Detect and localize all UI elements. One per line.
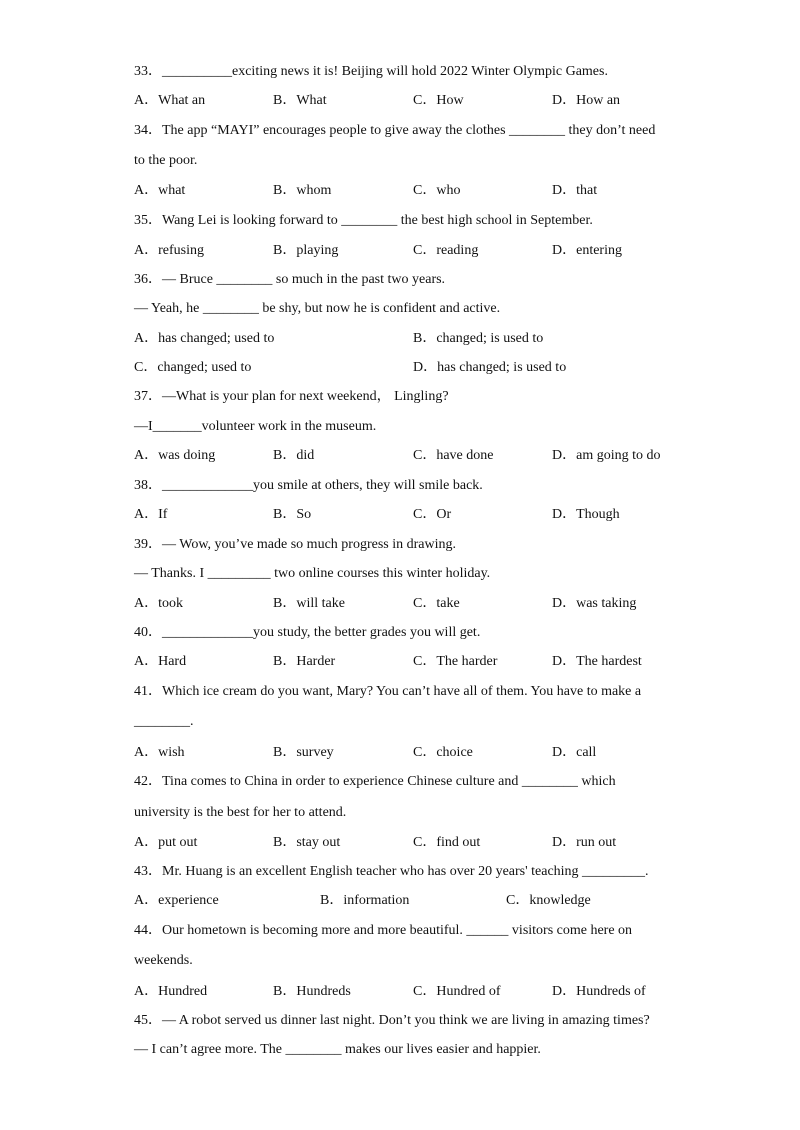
question-34-stem-line-2: to the poor. <box>134 153 198 168</box>
option-b: B．What <box>273 93 327 108</box>
option-d: D．run out <box>552 835 617 850</box>
question-41-options <box>134 744 774 762</box>
question-33-options <box>134 92 774 110</box>
question-37-stem-line-2: —I_______volunteer work in the museum. <box>134 419 377 434</box>
option-c: C．knowledge <box>506 893 591 908</box>
question-33-stem: 33．__________exciting news it is! Beijing will hold 2022 Winter Olympic Games. <box>134 64 608 79</box>
option-d: D．entering <box>552 243 622 258</box>
question-43-options <box>134 892 774 910</box>
option-d: D．Hundreds of <box>552 984 646 999</box>
question-36-options-row-2 <box>134 359 774 377</box>
question-42-stem-line-1: 42．Tina comes to China in order to experience Chinese culture and ________ which <box>134 774 616 789</box>
question-36-stem-line-2: — Yeah, he ________ be shy, but now he is confident and active. <box>134 301 501 316</box>
option-a: A．was doing <box>134 448 216 463</box>
question-44-stem-line-2: weekends. <box>134 953 193 968</box>
option-c: C．changed; used to <box>134 360 252 375</box>
option-c: C．find out <box>413 835 481 850</box>
question-38-options <box>134 506 774 524</box>
question-39-options <box>134 595 774 613</box>
question-39-stem-line-1: 39．— Wow, you’ve made so much progress in drawing. <box>134 537 456 552</box>
question-34-options <box>134 182 774 200</box>
question-34-stem-line-1: 34．The app “MAYI” encourages people to give away the clothes ________ they don’t need <box>134 123 656 138</box>
option-d: D．am going to do <box>552 448 661 463</box>
option-a: A．put out <box>134 835 198 850</box>
question-45-stem-line-2: — I can’t agree more. The ________ makes our lives easier and happier. <box>134 1042 541 1057</box>
option-c: C．take <box>413 596 460 611</box>
option-b: B．will take <box>273 596 345 611</box>
option-b: B．stay out <box>273 835 341 850</box>
question-39-stem-line-2: — Thanks. I _________ two online courses this winter holiday. <box>134 566 491 581</box>
option-b: B．information <box>320 893 410 908</box>
option-d: D．that <box>552 183 598 198</box>
option-a: A．wish <box>134 745 185 760</box>
question-41-stem-line-1: 41．Which ice cream do you want, Mary? You can’t have all of them. You have to make a <box>134 684 642 699</box>
option-c: C．Hundred of <box>413 984 501 999</box>
option-b: B．Hundreds <box>273 984 351 999</box>
question-35-options <box>134 242 774 260</box>
question-40-stem: 40．_____________you study, the better grades you will get. <box>134 625 481 640</box>
question-35-stem: 35．Wang Lei is looking forward to ________ the best high school in September. <box>134 213 593 228</box>
question-45-stem-line-1: 45．— A robot served us dinner last night. Don’t you think we are living in amazing times? <box>134 1013 650 1028</box>
question-44-stem-line-1: 44．Our hometown is becoming more and more beautiful. ______ visitors come here on <box>134 923 633 938</box>
option-c: C．The harder <box>413 654 498 669</box>
option-c: C．How <box>413 93 464 108</box>
option-a: A．took <box>134 596 183 611</box>
option-d: D．Though <box>552 507 620 522</box>
option-c: C．reading <box>413 243 479 258</box>
option-a: A．If <box>134 507 168 522</box>
option-a: A．What an <box>134 93 206 108</box>
question-36-stem-line-1: 36．— Bruce ________ so much in the past two years. <box>134 272 446 287</box>
option-b: B．whom <box>273 183 332 198</box>
option-c: C．choice <box>413 745 473 760</box>
option-b: B．Harder <box>273 654 336 669</box>
option-a: A．experience <box>134 893 219 908</box>
question-40-options <box>134 653 774 671</box>
option-b: B．changed; is used to <box>413 331 544 346</box>
question-44-options <box>134 983 774 1001</box>
option-d: D．How an <box>552 93 621 108</box>
question-36-options-row-1 <box>134 330 774 348</box>
question-43-stem: 43．Mr. Huang is an excellent English teacher who has over 20 years' teaching _________. <box>134 864 649 879</box>
option-a: A．Hundred <box>134 984 208 999</box>
option-d: D．has changed; is used to <box>413 360 567 375</box>
option-c: C．who <box>413 183 461 198</box>
option-a: A．what <box>134 183 186 198</box>
question-37-options <box>134 447 774 465</box>
option-a: A．has changed; used to <box>134 331 275 346</box>
option-c: C．Or <box>413 507 452 522</box>
question-42-stem-line-2: university is the best for her to attend. <box>134 805 347 820</box>
option-b: B．survey <box>273 745 334 760</box>
option-b: B．playing <box>273 243 339 258</box>
question-38-stem: 38．_____________you smile at others, they will smile back. <box>134 478 483 493</box>
question-37-stem-line-1: 37．—What is your plan for next weekend， Lingling? <box>134 389 449 404</box>
question-41-stem-line-2: ________. <box>134 714 194 729</box>
option-d: D．was taking <box>552 596 637 611</box>
option-b: B．did <box>273 448 315 463</box>
option-a: A．Hard <box>134 654 187 669</box>
option-c: C．have done <box>413 448 494 463</box>
option-a: A．refusing <box>134 243 204 258</box>
option-d: D．The hardest <box>552 654 642 669</box>
question-42-options <box>134 834 774 852</box>
option-d: D．call <box>552 745 597 760</box>
option-b: B．So <box>273 507 312 522</box>
